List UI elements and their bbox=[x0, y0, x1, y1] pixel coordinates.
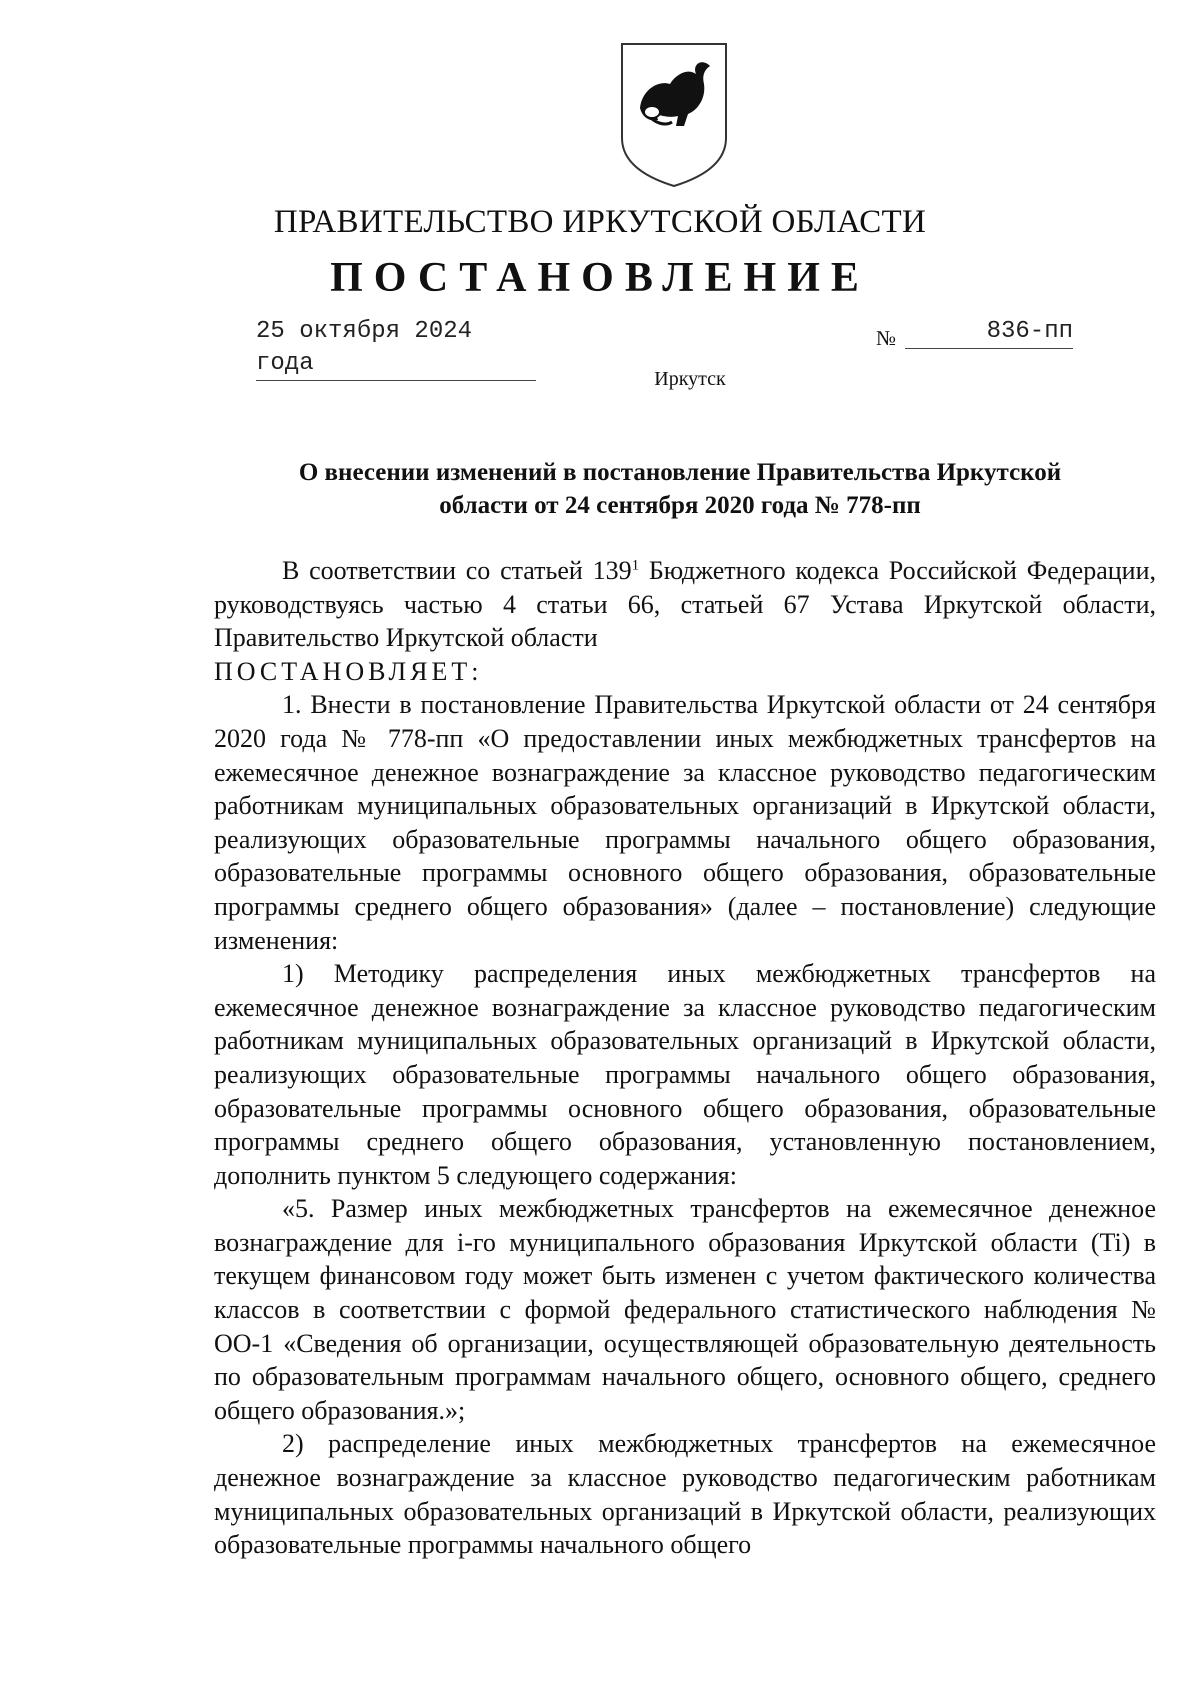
subject-line-2: области от 24 сентября 2020 года № 778-пп bbox=[439, 492, 921, 519]
document-type-heading: ПОСТАНОВЛЕНИЕ bbox=[330, 255, 870, 301]
coat-of-arms-icon bbox=[618, 40, 730, 190]
document-date: 25 октября 2024 года bbox=[256, 316, 536, 381]
preamble-text-start: В соответствии со статьей 139 bbox=[282, 556, 632, 585]
document-number: 836-пп bbox=[905, 316, 1073, 349]
document-body bbox=[214, 554, 1156, 1562]
preamble-text-end: Бюджетного кодекса Российской Федерации, руководствуясь частью 4 статьи 66, статьей 67 Устава Иркутской области, Правительство Иркутской области bbox=[214, 556, 1156, 653]
preamble-paragraph bbox=[214, 554, 1156, 655]
government-title: ПРАВИТЕЛЬСТВО ИРКУТСКОЙ ОБЛАСТИ bbox=[273, 204, 927, 240]
number-sign: № bbox=[876, 326, 897, 350]
item-1-paragraph: 1. Внести в постановление Правительства Иркутской области от 24 сентября 2020 года № 778-пп «О предоставлении иных межбюджетных трансфертов на ежемесячное денежное вознаграждение за классное руководство педагогическим работникам муниципальных образовательных организаций в Иркутской области, реализующих образовательные программы начального общего образования, образовательные программы основного общего образования, образовательные программы среднего общего образования» (далее – постановление) следующие изменения: bbox=[214, 690, 1156, 955]
subitem-1-paragraph: 1) Методику распределения иных межбюджетных трансфертов на ежемесячное денежное вознаграждение за классное руководство педагогическим работникам муниципальных образовательных организаций в Иркутской области, реализующих образовательные программы начального общего образования, образовательные программы основного общего образования, образовательные программы среднего общего образования, установленную постановлением, дополнить пунктом 5 следующего содержания: bbox=[214, 959, 1156, 1190]
point-5-paragraph: «5. Размер иных межбюджетных трансфертов на ежемесячное денежное вознаграждение для i-го муниципального образования Иркутской области (Ti) в текущем финансовом году может быть изменен с учетом фактического количества классов в соответствии с формой федерального статистического наблюдения № ОО-1 «Сведения об организации, осуществляющей образовательную деятельность по образовательным программам начального общего, основного общего, среднего общего образования.»; bbox=[214, 1194, 1156, 1425]
subject-line-1: О внесении изменений в постановление Правительства Иркутской bbox=[298, 459, 1062, 486]
subitem-2-paragraph: 2) распределение иных межбюджетных трансфертов на ежемесячное денежное вознаграждение за классное руководство педагогическим работникам муниципальных образовательных организаций в Иркутской области, реализующих образовательные программы начального общего bbox=[214, 1429, 1156, 1560]
article-superscript: 1 bbox=[631, 557, 640, 574]
city-label: Иркутск bbox=[654, 368, 726, 390]
document-subject bbox=[230, 456, 1130, 522]
resolves-heading: ПОСТАНОВЛЯЕТ: bbox=[214, 656, 483, 686]
